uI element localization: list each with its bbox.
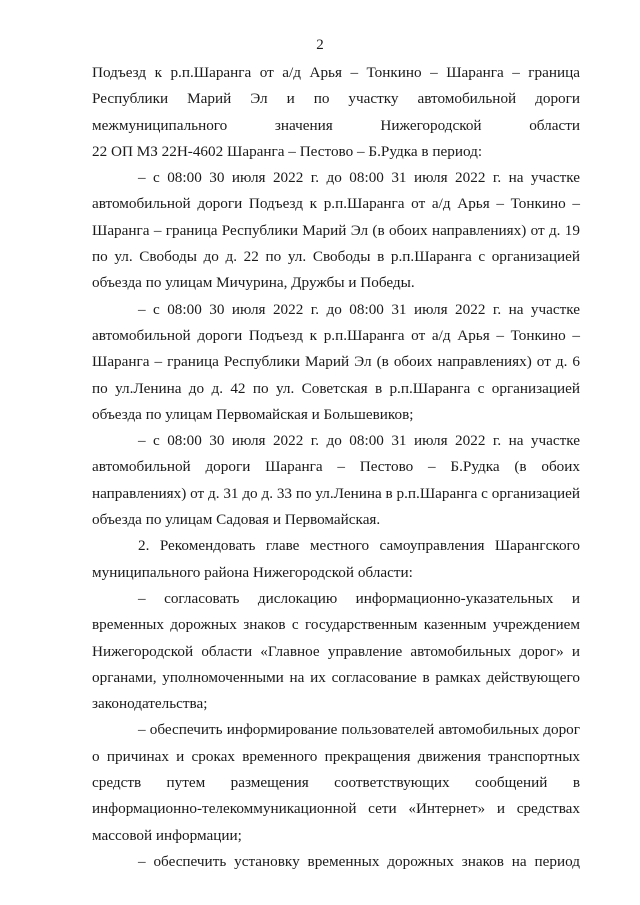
paragraph-recommendation-2: 2. Рекомендовать главе местного самоуправления Шарангского муниципального района Нижегородской области: (92, 537, 580, 581)
paragraph-agree-signs: – согласовать дислокацию информационно-указательных и временных дорожных знаков с государственным казенным учреждением Нижегородской области «Главное управление автомобильных дорог» и органами, уполномоченными на их согласование в рамках действующего законодательства; (92, 589, 580, 713)
paragraph-road-id: 22 ОП МЗ 22Н-4602 Шаранга – Пестово – Б.Рудка в период: (92, 142, 483, 160)
paragraph-road-segment: Подъезд к р.п.Шаранга от а/д Арья – Тонкино – Шаранга – граница Республики Марий Эл и по участку автомобильной дороги межмуниципального значения Нижегородской области (92, 64, 580, 134)
paragraph-inform-users: – обеспечить информирование пользователей автомобильных дорог о причинах и сроках временного прекращения движения транспортных средств путем размещения соответствующих сообщений в информационно-телекоммуникационной сети «Интернет» и средствах массовой информации; (92, 721, 580, 844)
document-body (92, 60, 580, 875)
paragraph-install-signs: – обеспечить установку временных дорожных знаков на период (138, 852, 580, 870)
paragraph-closure-svobody: – с 08:00 30 июля 2022 г. до 08:00 31 июля 2022 г. на участке автомобильной дороги Подъезд к р.п.Шаранга от а/д Арья – Тонкино – Шаранга – граница Республики Марий Эл (в обоих направлениях) от д. 19 по ул. Свободы до д. 22 по ул. Свободы в р.п.Шаранга с организацией объезда по улицам Мичурина, Дружбы и Победы. (92, 169, 580, 292)
paragraph-closure-lenina-31-33: – с 08:00 30 июля 2022 г. до 08:00 31 июля 2022 г. на участке автомобильной дороги Шаранга – Пестово – Б.Рудка (в обоих направлениях) от д. 31 до д. 33 по ул.Ленина в р.п.Шаранга с организацией объезда по улицам Садовая и Первомайская. (92, 432, 580, 529)
paragraph-closure-lenina-sovetskaya: – с 08:00 30 июля 2022 г. до 08:00 31 июля 2022 г. на участке автомобильной дороги Подъезд к р.п.Шаранга от а/д Арья – Тонкино – Шаранга – граница Республики Марий Эл (в обоих направлениях) от д. 6 по ул.Ленина до д. 42 по ул. Советская в р.п.Шаранга с организацией объезда по улицам Первомайская и Большевиков; (92, 300, 580, 423)
page-number: 2 (316, 37, 324, 53)
